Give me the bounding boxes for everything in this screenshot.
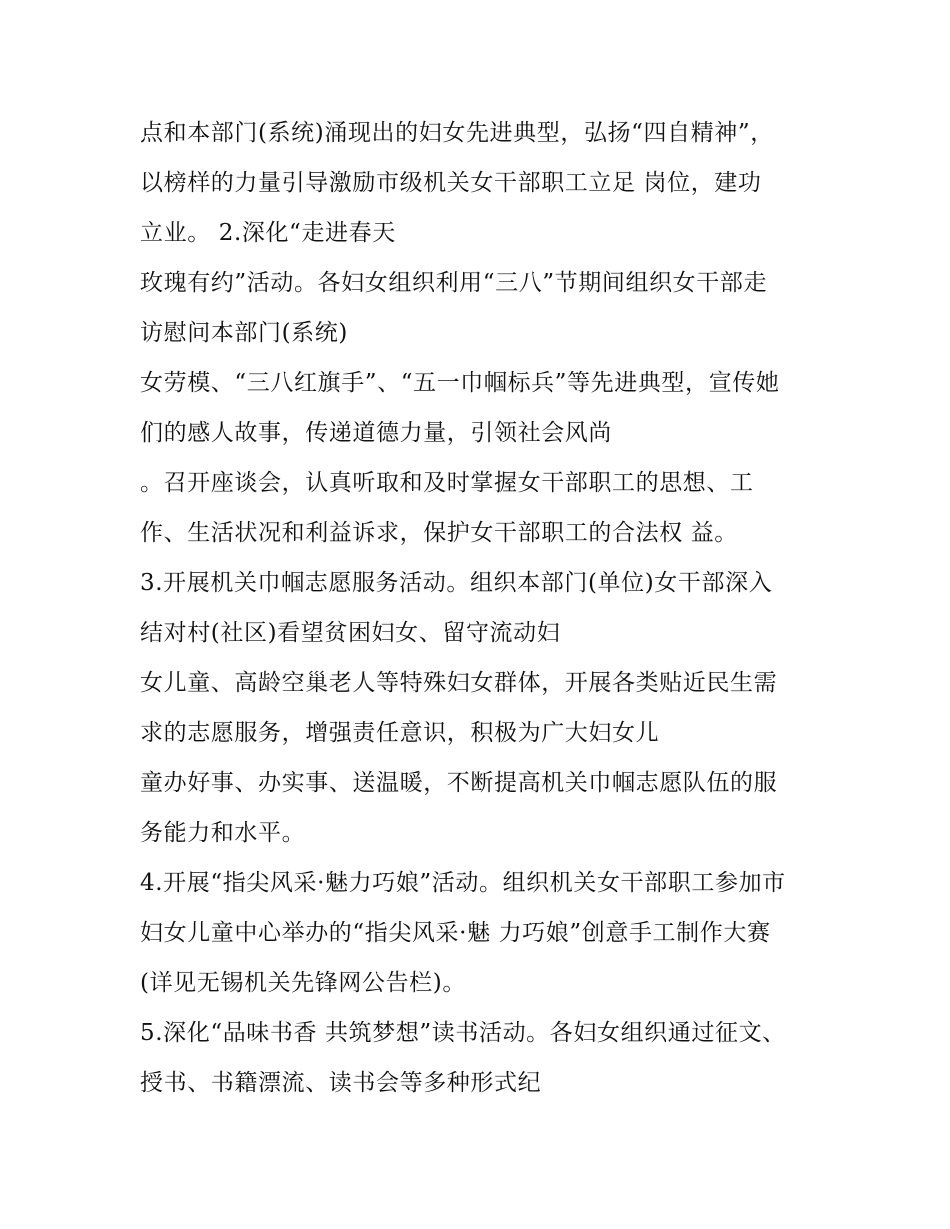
text-line: 4.开展“指尖风采·魅力巧娘”活动。组织机关女干部职工参加市 xyxy=(140,870,786,896)
text-line: 务能力和水平。 xyxy=(140,820,306,846)
text-line: 立业。 2.深化“走进春天 xyxy=(140,220,396,246)
text-line: 以榜样的力量引导激励市级机关女干部职工立足 岗位，建功 xyxy=(140,170,762,196)
text-line: 作、生活状况和利益诉求，保护女干部职工的合法权 益。 xyxy=(140,520,738,546)
text-line: 5.深化“品味书香 共筑梦想”读书活动。各妇女组织通过征文、 xyxy=(140,1020,786,1046)
text-line: 玫瑰有约”活动。各妇女组织利用“三八”节期间组织女干部走 xyxy=(140,270,768,296)
text-line: 求的志愿服务，增强责任意识，积极为广大妇女儿 xyxy=(140,720,660,746)
text-line: 点和本部门(系统)涌现出的妇女先进典型，弘扬“四自精神”， xyxy=(140,120,774,146)
text-line: (详见无锡机关先锋网公告栏)。 xyxy=(140,970,466,996)
text-line: 童办好事、办实事、送温暖，不断提高机关巾帼志愿队伍的服 xyxy=(140,770,778,796)
text-line: 结对村(社区)看望贫困妇女、留守流动妇 xyxy=(140,620,561,646)
text-line: 妇女儿童中心举办的“指尖风采·魅 力巧娘”创意手工制作大赛 xyxy=(140,920,771,946)
text-line: 。召开座谈会，认真听取和及时掌握女干部职工的思想、工 xyxy=(140,470,754,496)
text-line: 授书、书籍漂流、读书会等多种形式纪 xyxy=(140,1070,542,1096)
text-line: 3.开展机关巾帼志愿服务活动。组织本部门(单位)女干部深入 xyxy=(140,570,773,596)
text-line: 们的感人故事，传递道德力量，引领社会风尚 xyxy=(140,420,612,446)
body-text xyxy=(140,108,840,1108)
text-line: 访慰问本部门(系统) xyxy=(140,320,348,346)
text-line: 女儿童、高龄空巢老人等特殊妇女群体，开展各类贴近民生需 xyxy=(140,670,778,696)
text-line: 女劳模、“三八红旗手”、“五一巾帼标兵”等先进典型，宣传她 xyxy=(140,370,780,396)
